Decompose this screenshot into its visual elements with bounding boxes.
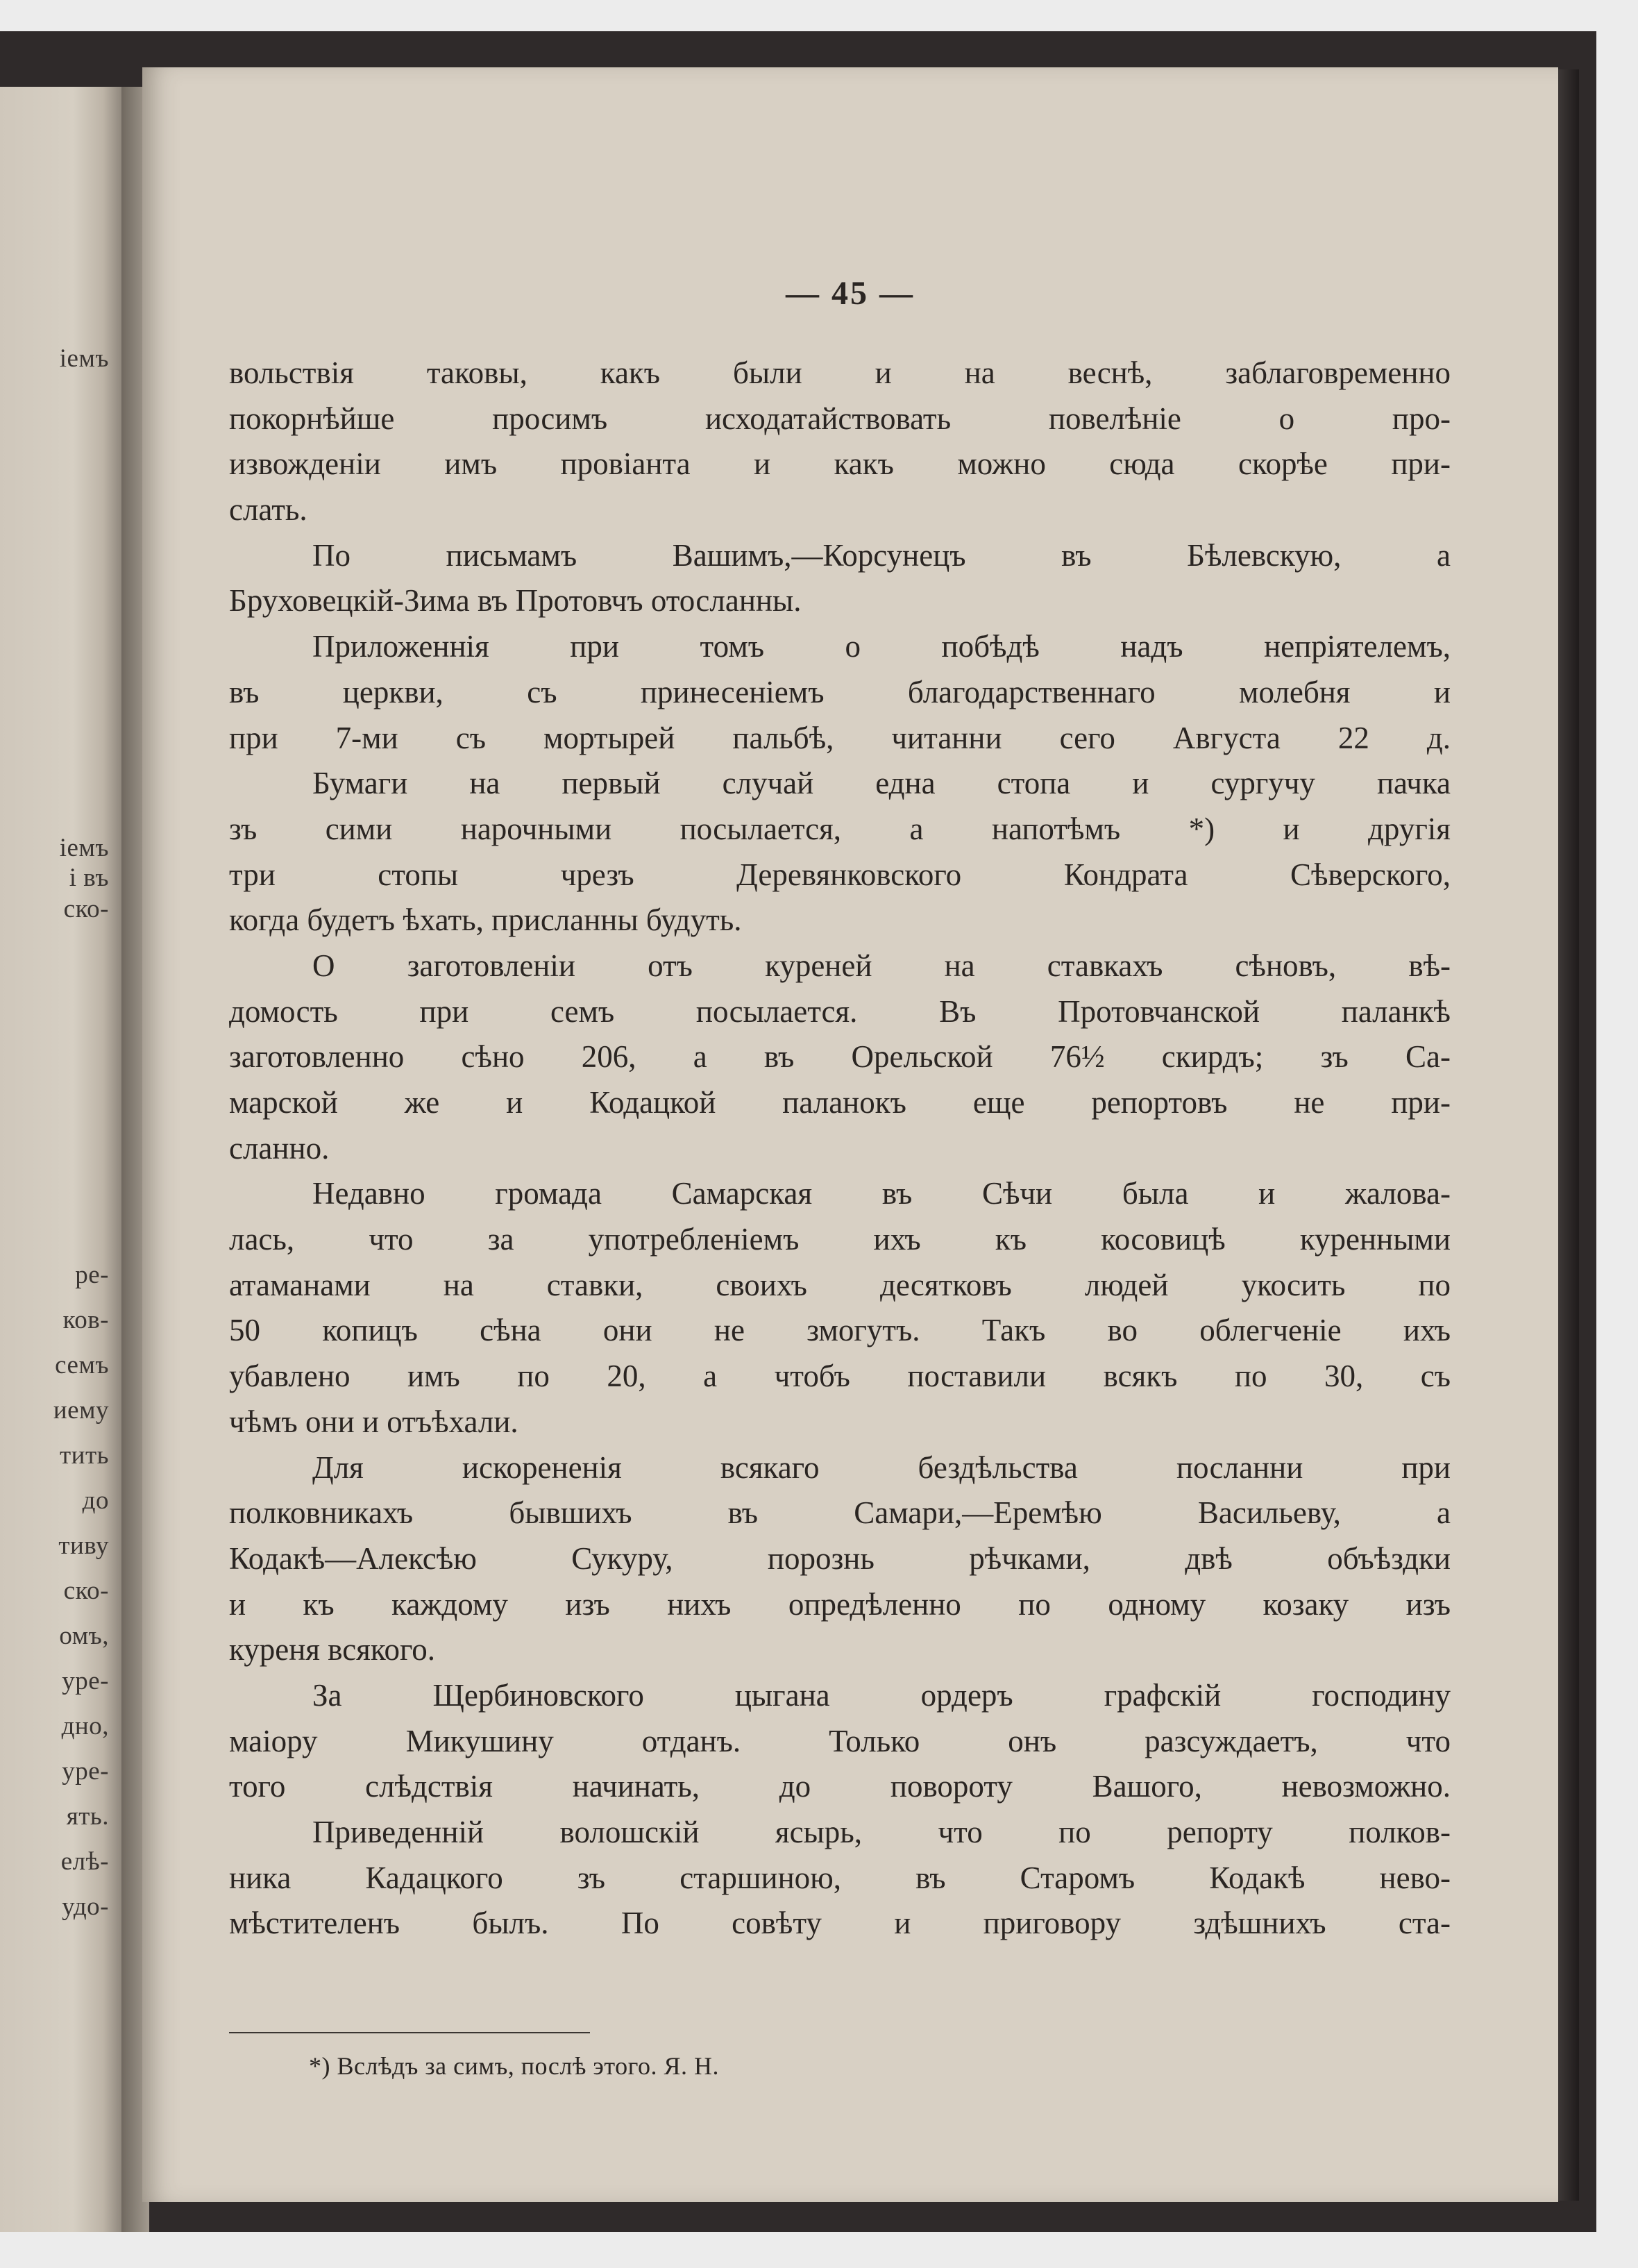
left-fragment: ре-	[75, 1261, 109, 1289]
left-page-edge	[0, 87, 121, 2232]
text-line: Приложеннія при томъ о побѣдѣ надъ непріятелемъ,	[312, 629, 1451, 664]
text-line: Для искорененія всякаго бездѣльства посланни при	[312, 1450, 1451, 1485]
text-line: ника Кадацкого зъ старшиною, въ Старомъ Кодакѣ нево-	[229, 1860, 1451, 1895]
text-line: вольствія таковы, какъ были и на веснѣ, заблаговременно	[229, 355, 1451, 390]
text-line: За Щербиновского цыгана ордеръ графскій господину	[312, 1677, 1451, 1713]
text-line: покорнѣйше просимъ исходатайствовать повелѣніе о про-	[229, 401, 1451, 436]
left-fragment: омъ,	[59, 1622, 109, 1650]
text-line: полковникахъ бывшихъ въ Самари,—Еремѣю Васильеву, а	[229, 1495, 1451, 1531]
text-line: куреня всякого.	[229, 1632, 436, 1668]
scanned-book-spread	[0, 31, 1596, 2232]
text-line: убавлено имъ по 20, а чтобъ поставили всякъ по 30, съ	[229, 1359, 1451, 1394]
page-number: — 45 —	[786, 275, 915, 312]
left-fragment: удо-	[62, 1892, 109, 1921]
text-line: По письмамъ Вашимъ,—Корсунецъ въ Бѣлевскую, а	[312, 537, 1451, 573]
text-line: маіору Микушину отданъ. Только онъ разсуждаетъ, что	[229, 1723, 1451, 1758]
text-line: когда будетъ ѣхать, присланны будуть.	[229, 902, 742, 938]
footnote-divider	[229, 2032, 590, 2033]
text-line: Недавно громада Самарская въ Сѣчи была и жалова-	[312, 1176, 1451, 1211]
text-line: при 7-ми съ мортырей пальбѣ, читанни сего Августа 22 д.	[229, 720, 1451, 755]
left-fragment: иему	[53, 1396, 109, 1425]
left-page-text-fragments	[0, 87, 121, 2232]
left-fragment: дно,	[61, 1712, 109, 1740]
text-line: О заготовленіи отъ куреней на ставкахъ сѣновъ, вѣ-	[312, 948, 1451, 983]
left-fragment: ско-	[63, 1577, 109, 1605]
left-fragment: уре-	[62, 1667, 109, 1695]
left-fragment: іемъ	[59, 834, 109, 862]
text-line: слать.	[229, 492, 307, 528]
text-line: заготовленно сѣно 206, а въ Орельской 76½ скирдъ; зъ Са-	[229, 1039, 1451, 1075]
text-line: Кодакѣ—Алексѣю Сукуру, порознь рѣчками, двѣ объѣздки	[229, 1540, 1451, 1576]
text-line: Бумаги на первый случай една стопа и сургучу пачка	[312, 766, 1451, 801]
left-fragment: іемъ	[59, 344, 109, 373]
left-fragment: ско-	[63, 895, 109, 923]
left-fragment: ять.	[66, 1802, 109, 1831]
text-line: атаманами на ставки, своихъ десятковъ людей укосить по	[229, 1267, 1451, 1302]
left-fragment: ков-	[62, 1306, 109, 1334]
text-line: Приведенній волошскій ясырь, что по репорту полков-	[312, 1815, 1451, 1849]
text-line: чѣмъ они и отъѣхали.	[229, 1404, 518, 1439]
left-fragment: тиву	[58, 1531, 109, 1560]
footnote: *) Вслѣдъ за симъ, послѣ этого. Я. Н.	[309, 2052, 720, 2080]
left-fragment: елѣ-	[60, 1847, 109, 1876]
left-fragment: до	[82, 1486, 109, 1515]
text-line: лась, что за употребленіемъ ихъ къ косовицѣ куренными	[229, 1222, 1451, 1257]
text-line: и къ каждому изъ нихъ опредѣленно по одному козаку изъ	[229, 1586, 1451, 1622]
left-fragment: тить	[59, 1441, 109, 1470]
body-text	[229, 351, 1451, 1947]
left-fragment: і въ	[69, 864, 109, 892]
text-line: въ церкви, съ принесеніемъ благодарственнаго молебня и	[229, 674, 1451, 709]
page-stack-edge	[1558, 69, 1579, 2201]
text-line: извожденіи имъ провіанта и какъ можно сюда скорѣе при-	[229, 446, 1451, 482]
text-line: три стопы чрезъ Деревянковского Кондрата Сѣверского,	[229, 857, 1451, 892]
text-line: мѣстителенъ былъ. По совѣту и приговору здѣшнихъ ста-	[229, 1906, 1451, 1941]
left-fragment: семъ	[55, 1351, 109, 1379]
text-line: сланно.	[229, 1130, 330, 1166]
text-line: 50 копицъ сѣна они не змогутъ. Такъ во облегченіе ихъ	[229, 1313, 1451, 1348]
text-line: домость при семъ посылается. Въ Протовчанской паланкѣ	[229, 993, 1451, 1029]
right-page	[142, 67, 1558, 2202]
text-line: Бруховецкій-Зима въ Протовчъ отосланны.	[229, 583, 802, 619]
left-fragment: уре-	[62, 1757, 109, 1786]
text-line: марской же и Кодацкой паланокъ еще репортовъ не при-	[229, 1085, 1451, 1120]
text-line: того слѣдствія начинать, до повороту Вашого, невозможно.	[229, 1769, 1451, 1804]
text-line: зъ сими нарочными посылается, а напотѣмъ *) и другія	[229, 811, 1451, 846]
